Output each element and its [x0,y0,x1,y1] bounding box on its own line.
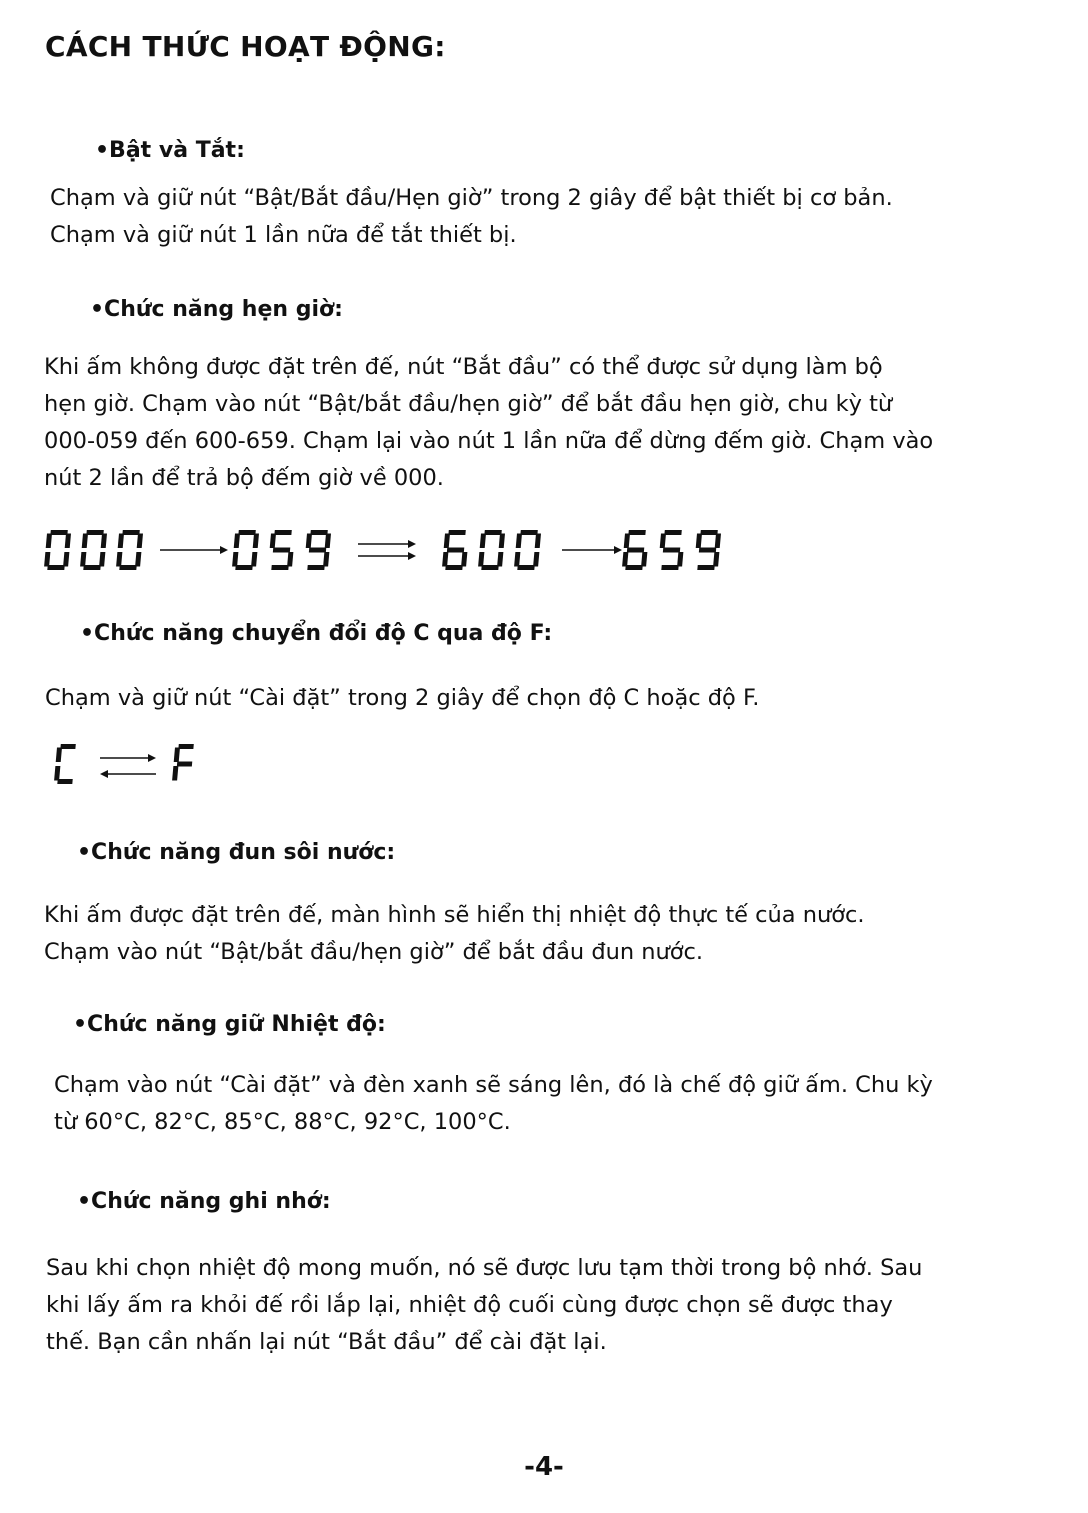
lcd-segment-f [56,748,62,763]
text-line: từ 60°C, 82°C, 85°C, 88°C, 92°C, 100°C. [54,1109,511,1135]
lcd-segment-e [442,552,448,567]
lcd-segment-e [54,766,60,781]
lcd-segment-e [116,552,122,567]
section-heading-timer: •Chức năng hẹn giờ: [90,297,343,322]
section-text-on-off [50,180,893,254]
text-line: Chạm vào nút “Cài đặt” và đèn xanh sẽ sáng lên, đó là chế độ giữ ấm. Chu kỳ [54,1072,933,1098]
swap-arrows-icon [100,754,156,778]
text-line: hẹn giờ. Chạm vào nút “Bật/bắt đầu/hẹn giờ” để bắt đầu hẹn giờ, chu kỳ từ [44,391,893,417]
lcd-segment-b [535,534,541,549]
text-line: Sau khi chọn nhiệt độ mong muốn, nó sẽ được lưu tạm thời trong bộ nhớ. Sau [46,1255,923,1281]
lcd-letter-c [54,744,76,784]
lcd-segment-b [325,534,331,549]
lcd-segment-c [461,552,467,567]
lcd-segment-c [63,552,69,567]
lcd-segment-a [178,744,193,749]
lcd-segment-f [306,534,312,549]
lcd-segment-e [44,552,50,567]
lcd-segment-g [663,548,680,553]
lcd-segment-c [497,552,503,567]
lcd-segment-d [517,565,534,570]
page-title: CÁCH THỨC HOẠT ĐỘNG: [45,30,446,63]
text-line: Khi ấm không được đặt trên đế, nút “Bắt đầu” có thể được sử dụng làm bộ [44,354,883,380]
lcd-segment-e [622,552,628,567]
lcd-segment-a [274,530,291,535]
single-arrow-icon [160,546,228,554]
lcd-segment-e [172,766,178,781]
lcd-segment-e [514,552,520,567]
text-line: Chạm vào nút “Bật/bắt đầu/hẹn giờ” để bắt đầu đun nước. [44,939,704,965]
lcd-segment-c [99,552,105,567]
lcd-segment-f [660,534,666,549]
lcd-segment-d [83,565,100,570]
lcd-segment-e [478,552,484,567]
section-heading-on-off: •Bật và Tắt: [95,138,245,163]
lcd-segment-g [177,762,192,767]
lcd-segment-f [46,534,52,549]
timer-lcd-diagram [40,522,760,582]
lcd-segment-f [234,534,240,549]
lcd-segment-c [641,552,647,567]
text-line: khi lấy ấm ra khỏi đế rồi lắp lại, nhiệt độ cuối cùng được chọn sẽ được thay [46,1292,893,1318]
lcd-value-000 [44,530,143,570]
lcd-segment-b [101,534,107,549]
lcd-letter-f [172,744,194,781]
lcd-segment-d [625,565,642,570]
section-heading-keep-warm: •Chức năng giữ Nhiệt độ: [73,1012,386,1037]
lcd-segment-a [448,530,465,535]
lcd-segment-a [238,530,255,535]
text-line: Chạm và giữ nút “Bật/Bắt đầu/Hẹn giờ” trong 2 giây để bật thiết bị cơ bản. [50,185,893,211]
lcd-segment-g [309,548,326,553]
lcd-segment-d [307,565,324,570]
lcd-segment-g [699,548,716,553]
lcd-segment-a [700,530,717,535]
lcd-segment-f [174,748,180,763]
lcd-segment-a [310,530,327,535]
section-heading-c-to-f: •Chức năng chuyển đổi độ C qua độ F: [80,621,553,646]
lcd-segment-d [697,565,714,570]
lcd-segment-d [235,565,252,570]
lcd-segment-f [516,534,522,549]
section-text-boil [44,897,865,971]
lcd-value-659 [622,530,721,570]
lcd-segment-e [232,552,238,567]
lcd-segment-a [86,530,103,535]
lcd-segment-b [137,534,143,549]
lcd-value-600 [442,530,541,570]
lcd-segment-a [520,530,537,535]
lcd-segment-b [715,534,721,549]
text-line: nút 2 lần để trả bộ đếm giờ về 000. [44,465,444,491]
section-text-timer [44,349,933,497]
section-text-c-to-f [45,680,759,717]
lcd-segment-a [122,530,139,535]
page-number: -4- [524,1452,564,1482]
lcd-segment-c [135,552,141,567]
text-line: Chạm và giữ nút 1 lần nữa để tắt thiết bị. [50,222,517,248]
lcd-segment-b [65,534,71,549]
section-text-memory [46,1250,922,1361]
lcd-segment-f [270,534,276,549]
lcd-segment-d [661,565,678,570]
lcd-segment-f [118,534,124,549]
lcd-segment-a [628,530,645,535]
lcd-segment-c [251,552,257,567]
lcd-segment-a [484,530,501,535]
section-text-keep-warm [54,1067,933,1141]
lcd-segment-c [323,552,329,567]
double-arrow-icon [358,540,416,560]
lcd-segment-a [664,530,681,535]
lcd-segment-b [499,534,505,549]
lcd-segment-a [50,530,67,535]
section-heading-memory: •Chức năng ghi nhớ: [77,1189,331,1214]
lcd-segment-d [481,565,498,570]
text-line: Khi ấm được đặt trên đế, màn hình sẽ hiển thị nhiệt độ thực tế của nước. [44,902,865,928]
text-line: 000-059 đến 600-659. Chạm lại vào nút 1 lần nữa để dừng đếm giờ. Chạm vào [44,428,934,454]
lcd-segment-c [287,552,293,567]
lcd-segment-c [713,552,719,567]
lcd-segment-g [447,548,464,553]
lcd-segment-f [624,534,630,549]
lcd-segment-d [47,565,64,570]
lcd-segment-g [273,548,290,553]
lcd-segment-f [480,534,486,549]
lcd-segment-c [533,552,539,567]
lcd-segment-f [82,534,88,549]
lcd-segment-f [444,534,450,549]
text-line: thế. Bạn cần nhấn lại nút “Bắt đầu” để cài đặt lại. [46,1329,607,1355]
lcd-segment-e [80,552,86,567]
lcd-segment-c [677,552,683,567]
lcd-segment-d [271,565,288,570]
lcd-segment-f [696,534,702,549]
lcd-segment-b [253,534,259,549]
lcd-segment-d [119,565,136,570]
lcd-segment-d [57,779,72,784]
lcd-segment-d [445,565,462,570]
section-heading-boil: •Chức năng đun sôi nước: [77,840,396,865]
single-arrow-icon [562,546,622,554]
unit-lcd-diagram [46,736,216,796]
lcd-segment-a [60,744,75,749]
text-line: Chạm và giữ nút “Cài đặt” trong 2 giây để chọn độ C hoặc độ F. [45,685,760,711]
lcd-segment-g [627,548,644,553]
lcd-value-059 [232,530,331,570]
